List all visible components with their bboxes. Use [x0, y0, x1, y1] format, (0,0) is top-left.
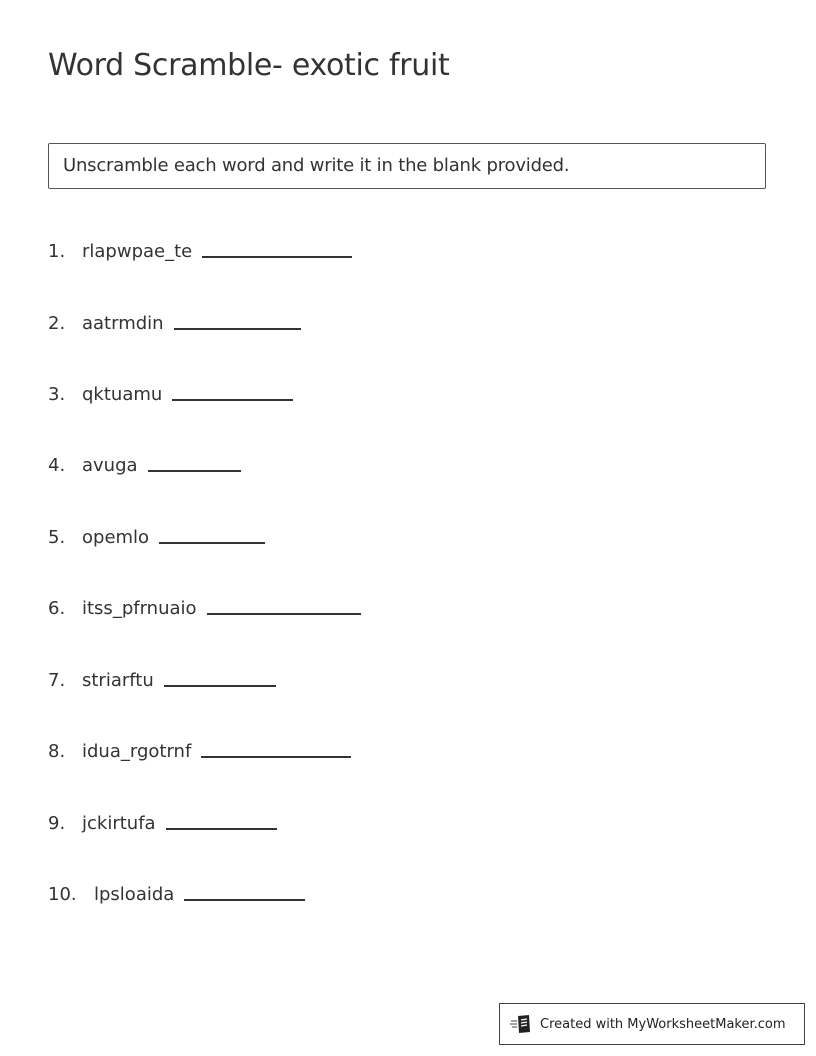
scrambled-word: avuga: [82, 455, 138, 476]
scrambled-word: lpsloaida: [94, 884, 175, 905]
scrambled-word: idua_rgotrnf: [82, 741, 192, 762]
list-item: [48, 446, 241, 476]
scrambled-word: aatrmdin: [82, 313, 164, 334]
answer-blank[interactable]: [166, 828, 277, 830]
item-number: 9.: [48, 813, 66, 834]
footer-text: Created with MyWorksheetMaker.com: [540, 1016, 786, 1032]
answer-blank[interactable]: [159, 542, 265, 544]
item-number: 4.: [48, 455, 66, 476]
answer-blank[interactable]: [172, 399, 293, 401]
scrambled-word: itss_pfrnuaio: [82, 598, 197, 619]
item-number: 1.: [48, 241, 66, 262]
item-number: 2.: [48, 313, 66, 334]
scrambled-word: opemlo: [82, 527, 150, 548]
worksheet-logo-icon: [510, 1013, 532, 1035]
scrambled-word: qktuamu: [82, 384, 163, 405]
page-title: Word Scramble- exotic fruit: [48, 48, 450, 83]
scrambled-word: rlapwpae_te: [82, 241, 193, 262]
answer-blank[interactable]: [148, 470, 241, 472]
item-number: 5.: [48, 527, 66, 548]
list-item: [48, 375, 293, 405]
scrambled-word: striarftu: [82, 670, 154, 691]
answer-blank[interactable]: [164, 685, 276, 687]
list-item: [48, 232, 352, 262]
scrambled-word: jckirtufa: [82, 813, 156, 834]
item-number: 3.: [48, 384, 66, 405]
item-number: 10.: [48, 884, 77, 905]
instructions-box: Unscramble each word and write it in the blank provided.: [48, 143, 766, 189]
footer-credit[interactable]: [499, 1003, 805, 1045]
list-item: [48, 732, 351, 762]
list-item: [48, 304, 301, 334]
answer-blank[interactable]: [207, 613, 361, 615]
item-number: 7.: [48, 670, 66, 691]
answer-blank[interactable]: [201, 756, 351, 758]
answer-blank[interactable]: [174, 328, 301, 330]
answer-blank[interactable]: [202, 256, 352, 258]
list-item: [48, 589, 361, 619]
answer-blank[interactable]: [184, 899, 305, 901]
list-item: [48, 518, 265, 548]
item-number: 8.: [48, 741, 66, 762]
list-item: [48, 804, 277, 834]
list-item: [48, 875, 305, 905]
list-item: [48, 661, 276, 691]
item-number: 6.: [48, 598, 66, 619]
